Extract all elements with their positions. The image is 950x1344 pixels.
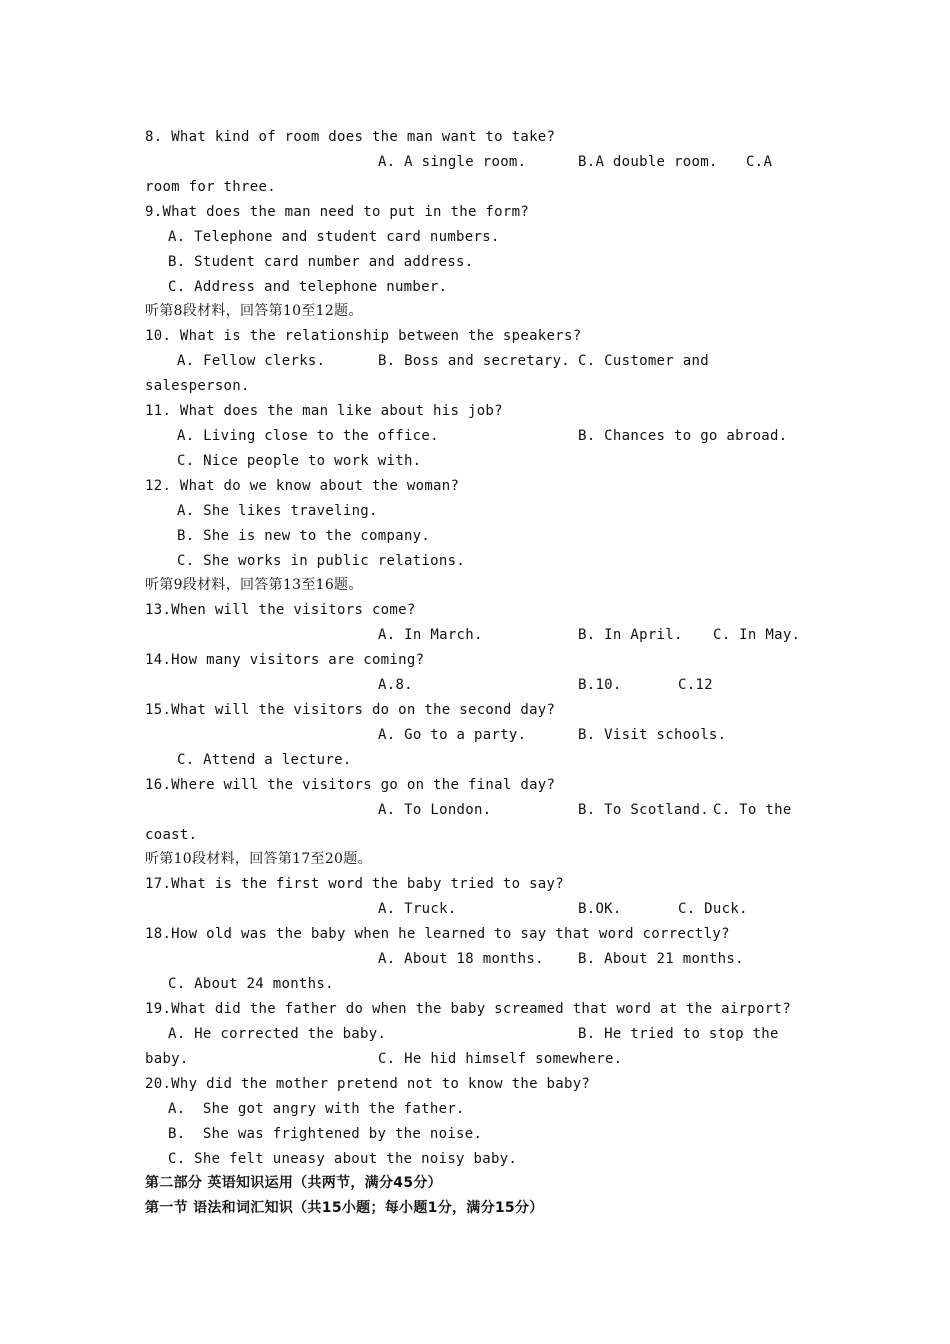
question-12-option-a: A. She likes traveling.: [177, 503, 378, 519]
question-20-option-a: A. She got angry with the father.: [168, 1101, 465, 1117]
section-9-instruction: 听第9段材料，回答第13至16题。: [145, 577, 363, 593]
question-10-stem: 10. What is the relationship between the speakers?: [145, 328, 582, 344]
question-19-option-b: B. He tried to stop the: [578, 1026, 779, 1042]
question-20-option-c: C. She felt uneasy about the noisy baby.: [168, 1151, 518, 1167]
question-16-option-c: C. To the: [713, 802, 792, 818]
question-10-option-c: C. Customer and: [578, 353, 709, 369]
question-20-option-b: B. She was frightened by the noise.: [168, 1126, 483, 1142]
section-8-instruction: 听第8段材料，回答第10至12题。: [145, 303, 363, 319]
question-17-option-c: C. Duck.: [678, 901, 748, 917]
question-19-option-b-continued: baby.: [145, 1051, 189, 1067]
question-18-option-c: C. About 24 months.: [168, 976, 334, 992]
question-10-option-c-continued: salesperson.: [145, 378, 250, 394]
question-9-option-b: B. Student card number and address.: [168, 254, 474, 270]
question-19-stem: 19.What did the father do when the baby screamed that word at the airport?: [145, 1001, 791, 1017]
part-2-section-1-heading: 第一节 语法和词汇知识（共15小题；每小题1分，满分15分）: [145, 1200, 544, 1216]
question-12-stem: 12. What do we know about the woman?: [145, 478, 460, 494]
question-8-option-c: C.A: [746, 154, 773, 170]
question-20-stem: 20.Why did the mother pretend not to know the baby?: [145, 1076, 591, 1092]
question-9-option-c: C. Address and telephone number.: [168, 279, 448, 295]
question-17-option-a: A. Truck.: [378, 901, 457, 917]
question-8-option-a: A. A single room.: [378, 154, 527, 170]
question-15-option-c: C. Attend a lecture.: [177, 752, 352, 768]
question-15-option-a: A. Go to a party.: [378, 727, 527, 743]
question-13-option-a: A. In March.: [378, 627, 483, 643]
question-11-option-a: A. Living close to the office.: [177, 428, 439, 444]
question-9-stem: 9.What does the man need to put in the form?: [145, 204, 530, 220]
question-16-option-c-continued: coast.: [145, 827, 198, 843]
question-8-option-c-continued: room for three.: [145, 179, 276, 195]
question-16-stem: 16.Where will the visitors go on the final day?: [145, 777, 556, 793]
question-14-option-a: A.8.: [378, 677, 413, 693]
question-19-option-a: A. He corrected the baby.: [168, 1026, 387, 1042]
question-9-option-a: A. Telephone and student card numbers.: [168, 229, 500, 245]
question-10-option-a: A. Fellow clerks.: [177, 353, 326, 369]
question-14-option-c: C.12: [678, 677, 713, 693]
question-13-stem: 13.When will the visitors come?: [145, 602, 416, 618]
question-12-option-c: C. She works in public relations.: [177, 553, 466, 569]
question-16-option-b: B. To Scotland.: [578, 802, 709, 818]
question-11-option-c: C. Nice people to work with.: [177, 453, 422, 469]
question-18-stem: 18.How old was the baby when he learned to say that word correctly?: [145, 926, 730, 942]
question-10-option-b: B. Boss and secretary.: [378, 353, 571, 369]
question-11-option-b: B. Chances to go abroad.: [578, 428, 788, 444]
question-14-stem: 14.How many visitors are coming?: [145, 652, 425, 668]
question-12-option-b: B. She is new to the company.: [177, 528, 431, 544]
question-16-option-a: A. To London.: [378, 802, 492, 818]
question-19-option-c: C. He hid himself somewhere.: [378, 1051, 623, 1067]
part-2-heading: 第二部分 英语知识运用（共两节，满分45分）: [145, 1175, 442, 1191]
question-8-stem: 8. What kind of room does the man want to take?: [145, 129, 556, 145]
question-13-option-b: B. In April.: [578, 627, 683, 643]
question-13-option-c: C. In May.: [713, 627, 801, 643]
question-15-option-b: B. Visit schools.: [578, 727, 727, 743]
question-8-option-b: B.A double room.: [578, 154, 718, 170]
question-15-stem: 15.What will the visitors do on the second day?: [145, 702, 556, 718]
section-10-instruction: 听第10段材料，回答第17至20题。: [145, 851, 372, 867]
question-17-option-b: B.OK.: [578, 901, 622, 917]
question-11-stem: 11. What does the man like about his job?: [145, 403, 503, 419]
question-18-option-a: A. About 18 months.: [378, 951, 544, 967]
question-14-option-b: B.10.: [578, 677, 622, 693]
question-18-option-b: B. About 21 months.: [578, 951, 744, 967]
question-17-stem: 17.What is the first word the baby tried to say?: [145, 876, 564, 892]
